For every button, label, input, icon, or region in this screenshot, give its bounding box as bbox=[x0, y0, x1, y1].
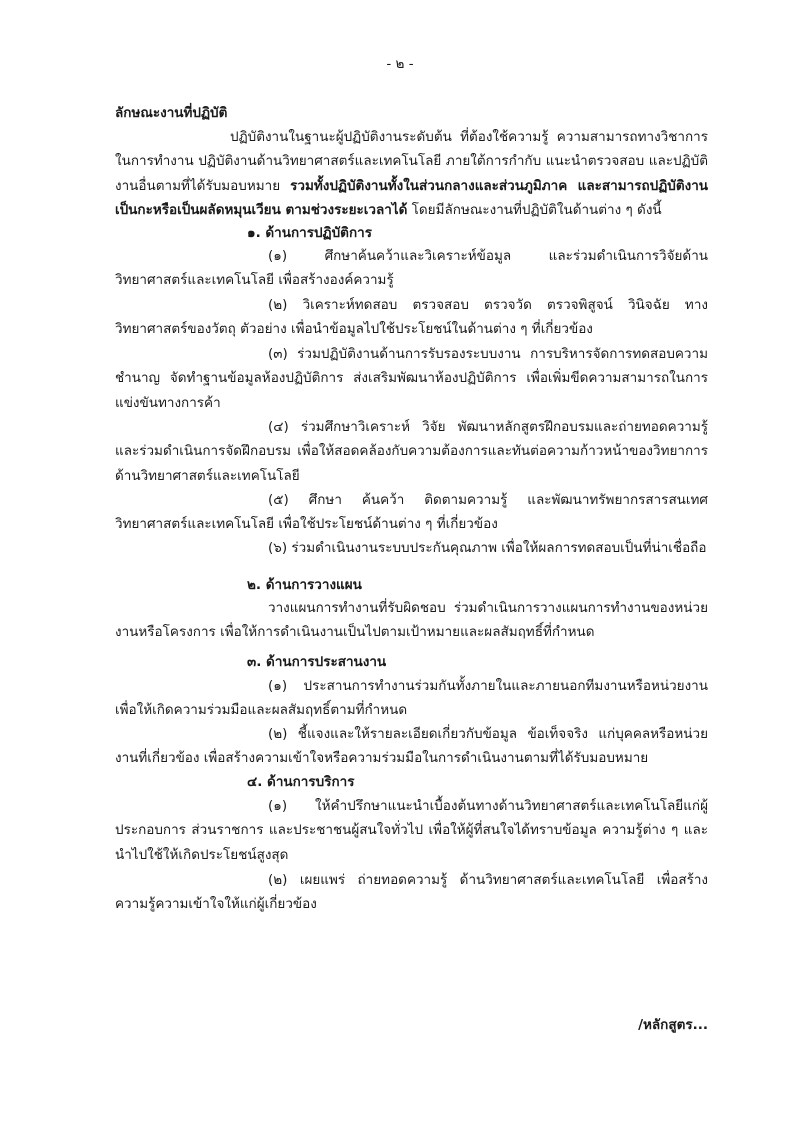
list-item: (๖) ร่วมดำเนินงานระบบประกันคุณภาพ เพื่อให้ผลการทดสอบเป็นที่น่าเชื่อถือ bbox=[268, 540, 707, 556]
page-number: - ๒ - bbox=[386, 56, 414, 72]
list-item: (๓) ร่วมปฏิบัติงานด้านการรับรองระบบงาน การบริหารจัดการทดสอบความชำนาญ จัดทำฐานข้อมูลห้องปฏิบัติการ ส่งเสริมพัฒนาห้องปฏิบัติการ เพื่อเพิ่มขีดความสามารถในการแข่งขันทางการค้า bbox=[115, 346, 708, 411]
section-heading-service: ๔. ด้านการบริการ bbox=[247, 774, 355, 790]
intro-text-end: โดยมีลักษณะงานที่ปฏิบัติในด้านต่าง ๆ ดังนี้ bbox=[407, 202, 662, 219]
list-item: (๒) วิเคราะห์ทดสอบ ตรวจสอบ ตรวจวัด ตรวจพิสูจน์ วินิจฉัย ทางวิทยาศาสตร์ของวัตถุ ตัวอย่าง เพื่อนำข้อมูลไปใช้ประโยชน์ในด้านต่าง ๆ ที่เกี่ยวข้อง bbox=[115, 297, 708, 338]
list-item: (๒) เผยแพร่ ถ่ายทอดความรู้ ด้านวิทยาศาสตร์และเทคโนโลยี เพื่อสร้างความรู้ความเข้าใจให้แก่ผู้เกี่ยวข้อง bbox=[115, 872, 708, 913]
intro-text: ปฏิบัติงานในฐานะผู้ปฏิบัติงานระดับต้น ที่ต้องใช้ความรู้ ความสามารถทางวิชาการในการทำงาน ปฏิบัติงานด้านวิทยาศาสตร์และเทคโนโลยี ภายใต้การกำกับ แนะนำตรวจสอบ และปฏิบัติงานอื่นตามที่ได้รับมอบหมาย bbox=[115, 129, 708, 194]
list-item: (๔) ร่วมศึกษาวิเคราะห์ วิจัย พัฒนาหลักสูตรฝึกอบรมและถ่ายทอดความรู้และร่วมดำเนินการจัดฝึกอบรม เพื่อให้สอดคล้องกับความต้องการและทันต่อความก้าวหน้าของวิทยาการด้านวิทยาศาสตร์และเทคโนโลยี bbox=[115, 419, 708, 484]
continuation-marker: /หลักสูตร... bbox=[638, 1017, 708, 1033]
list-item: (๑) ให้คำปรึกษาแนะนำเบื้องต้นทางด้านวิทยาศาสตร์และเทคโนโลยีแก่ผู้ประกอบการ ส่วนราชการ และประชาชนผู้สนใจทั่วไป เพื่อให้ผู้ที่สนใจได้ทราบข้อมูล ความรู้ต่าง ๆ และนำไปใช้ให้เกิดประโยชน์สูงสุด bbox=[115, 798, 708, 863]
intro-paragraph bbox=[115, 125, 708, 223]
section-heading-operations: ๑. ด้านการปฏิบัติการ bbox=[247, 225, 372, 241]
section-heading-planning: ๒. ด้านการวางแผน bbox=[247, 577, 362, 593]
list-item: (๕) ศึกษา ค้นคว้า ติดตามความรู้ และพัฒนาทรัพยากรสารสนเทศวิทยาศาสตร์และเทคโนโลยี เพื่อใช้ประโยชน์ด้านต่าง ๆ ที่เกี่ยวข้อง bbox=[115, 492, 708, 533]
document-title: ลักษณะงานที่ปฏิบัติ bbox=[115, 105, 228, 121]
list-item: (๑) ประสานการทำงานร่วมกันทั้งภายในและภายนอกทีมงานหรือหน่วยงานเพื่อให้เกิดความร่วมมือและผลสัมฤทธิ์ตามที่กำหนด bbox=[115, 678, 708, 719]
list-item: (๒) ชี้แจงและให้รายละเอียดเกี่ยวกับข้อมูล ข้อเท็จจริง แก่บุคคลหรือหน่วยงานที่เกี่ยวข้อง เพื่อสร้างความเข้าใจหรือความร่วมมือในการดำเนินงานตามที่ได้รับมอบหมาย bbox=[115, 726, 708, 767]
list-item: (๑) ศึกษาค้นคว้าและวิเคราะห์ข้อมูล และร่วมดำเนินการวิจัยด้านวิทยาศาสตร์และเทคโนโลยี เพื่อสร้างองค์ความรู้ bbox=[115, 248, 708, 289]
list-item: วางแผนการทำงานที่รับผิดชอบ ร่วมดำเนินการวางแผนการทำงานของหน่วยงานหรือโครงการ เพื่อให้การดำเนินงานเป็นไปตามเป้าหมายและผลสัมฤทธิ์ที่กำหนด bbox=[115, 600, 708, 641]
section-heading-coordination: ๓. ด้านการประสานงาน bbox=[247, 654, 387, 670]
intro-bold-text: รวมทั้งปฏิบัติงานทั้งในส่วนกลางและส่วนภูมิภาค และสามารถปฏิบัติงานเป็นกะหรือเป็นผลัดหมุนเวียน ตามช่วงระยะเวลาได้ bbox=[115, 177, 708, 219]
